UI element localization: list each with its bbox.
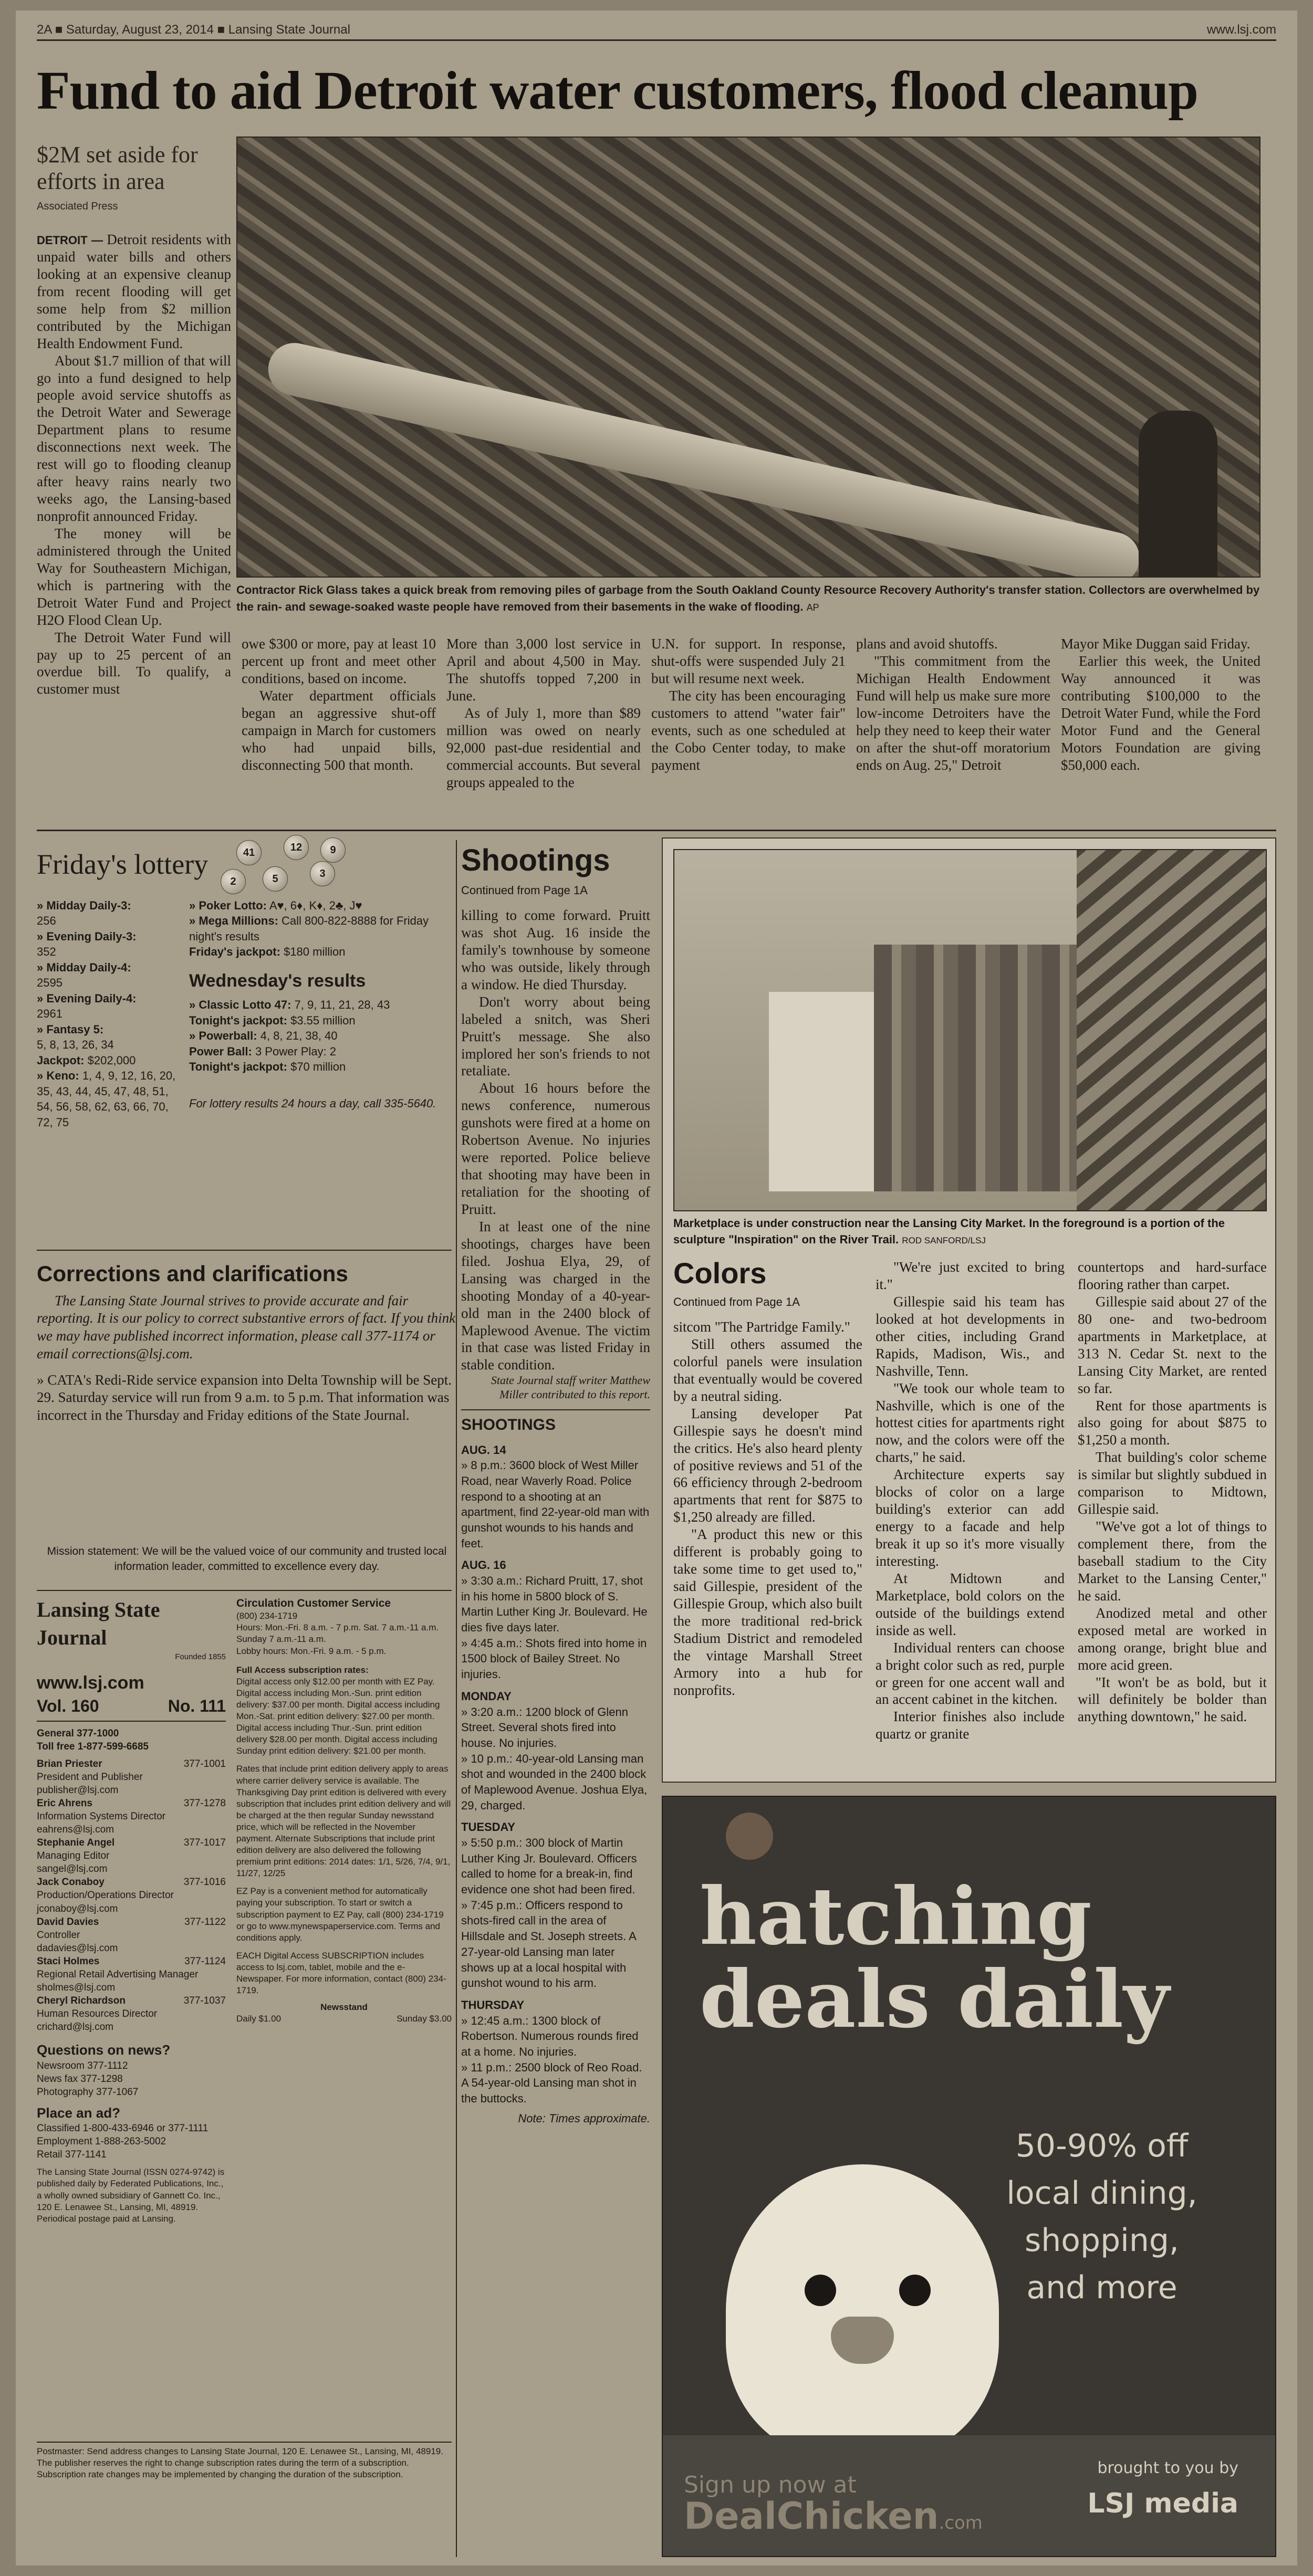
lead-paragraph: More than 3,000 lost service in April and about 4,500 in May. The shutoffs topped 7,200 in June. — [446, 636, 641, 704]
colors-paragraph: "We took our whole team to Nashville, which is one of the hottest cities for apartments right now, and the colors were off the charts," he said. — [876, 1380, 1065, 1465]
log-date: MONDAY — [461, 1689, 512, 1703]
shootings-paragraph: In at least one of the nine shootings, charges have been filed. Joshua Elya, 29, of Lansing was charged in the shooting Monday of a 40-year-old man in the 2400 block of Maplewood Avenue. The victim in that case was listed Friday in stable condition. — [461, 1218, 650, 1373]
chick-eye-icon — [805, 2275, 836, 2306]
lead-column-1 — [37, 231, 231, 698]
newsfax-phone: News fax 377-1298 — [37, 2073, 123, 2085]
lottery-entry: » Powerball: 4, 8, 21, 38, 40 — [189, 1029, 338, 1043]
lottery-entry: » Keno: 1, 4, 9, 12, 16, 20, 35, 43, 44, 45, 47, 48, 51, 54, 56, 58, 62, 63, 66, 70, 72, 75 — [37, 1069, 176, 1129]
questions-heading: Questions on news? — [37, 2042, 171, 2058]
photo-building-shape — [874, 945, 1095, 1191]
staff-entry: Cheryl Richardson 377-1037 Human Resources Director crichard@lsj.com — [37, 1995, 226, 2033]
corrections-item: » CATA's Redi-Ride service expansion into Delta Township will be Sept. 29. Saturday service will run from 9 a.m. to 5 p.m. That information was incorrect in the Thursday and Friday editions of the State Journal. — [37, 1371, 452, 1423]
colors-paragraph: Individual renters can choose a bright color such as red, purple or green for one accent wall and an accent cabinet in the kitchen. — [876, 1639, 1065, 1708]
lead-paragraph: The city has been encouraging customers to attend "water fair" events, such as one scheduled at the Cobo Center today, to make payment — [651, 687, 846, 773]
shootings-paragraph: Don't worry about being labeled a snitch, was Sheri Pruitt's message. She also implored her son's friends to not retaliate. — [461, 993, 650, 1079]
lead-column-2 — [242, 635, 436, 774]
lead-column-6 — [1061, 635, 1260, 774]
staff-entry: David Davies 377-1122 Controller dadavies@lsj.com — [37, 1916, 226, 1954]
daily-price: Daily $1.00 — [236, 2014, 282, 2024]
colors-story-box — [662, 837, 1276, 1783]
ad-promo-line: and more — [1026, 2269, 1177, 2306]
lottery-entry: Power Ball: 3 Power Play: 2 — [189, 1044, 337, 1058]
staff-directory — [37, 1757, 226, 2034]
ad-brand-link[interactable] — [684, 2495, 983, 2538]
colors-paragraph: Rent for those apartments is also going for about $875 to $1,250 a month. — [1078, 1397, 1267, 1448]
lottery-ball: 2 — [221, 869, 246, 894]
shootings-title: Shootings — [461, 843, 610, 877]
postmaster-note: Postmaster: Send address changes to Lansing State Journal, 120 E. Lenawee St., Lansing, MI, 48919. The publisher reserves the right to change subscription rates during the term of a subscription. Subscription rate changes may be implemented by changing the duration of the subscription. — [37, 2442, 452, 2480]
colors-paragraph: Architecture experts say blocks of color on a large building's exterior can add energy to a facade and help break it up so it's more visually interesting. — [876, 1467, 1065, 1569]
colors-paragraph: "We're just excited to bring it." — [876, 1259, 1065, 1292]
lead-caption-credit: AP — [806, 602, 819, 613]
staff-entry: Jack Conaboy 377-1016 Production/Operations Director jconaboy@lsj.com — [37, 1877, 226, 1914]
corrections-box — [37, 1260, 457, 1425]
ad-promo — [971, 2122, 1233, 2311]
masthead-url: www.lsj.com — [37, 1673, 144, 1693]
lead-column-5 — [856, 635, 1050, 774]
lottery-entry: » Evening Daily-3: 352 — [37, 929, 137, 959]
lottery-entry: » Fantasy 5: 5, 8, 13, 26, 34 — [37, 1022, 114, 1052]
photo-building-shape — [769, 992, 874, 1191]
rates-title: Full Access subscription rates: — [236, 1664, 369, 1675]
dealchicken-ad[interactable] — [662, 1796, 1276, 2557]
placead-heading: Place an ad? — [37, 2104, 120, 2121]
colors-paragraph: "We've got a lot of things to complement there, from the baseball stadium to the City Market to the Lansing Center," he said. — [1078, 1519, 1267, 1604]
lead-paragraph: About $1.7 million of that will go into a fund designed to help people avoid service shutoffs as the Detroit Water and Sewerage Department plans to resume disconnections next week. The rest will go to flooding cleanup after heavy rains nearly two weeks ago, the Lansing-based nonprofit announced Friday. — [37, 352, 231, 524]
lead-paragraph: Mayor Mike Duggan said Friday. — [1061, 636, 1251, 652]
colors-paragraph: At Midtown and Marketplace, bold colors on the outside of the buildings extend inside as well. — [876, 1570, 1065, 1638]
staff-entry: Eric Ahrens 377-1278 Information Systems Director eahrens@lsj.com — [37, 1797, 226, 1836]
section-divider — [37, 1590, 452, 1591]
lead-deck: $2M set aside for efforts in area — [37, 142, 198, 194]
ad-brought-by: brought to you by — [1097, 2459, 1238, 2477]
ad-headline — [700, 1870, 1170, 2046]
corrections-title: Corrections and clarifications — [37, 1261, 348, 1286]
log-entry: » 4:45 a.m.: Shots fired into home in 1500 block of Bailey Street. No injuries. — [461, 1636, 647, 1681]
shootings-paragraph: About 16 hours before the news conference, numerous gunshots were fired at a home on Robertson Avenue. No injuries were reported. Police believe that shooting may have been in retaliation for the shooting of Pruitt. — [461, 1080, 650, 1217]
sunday-price: Sunday $3.00 — [397, 2014, 452, 2024]
log-entry: » 3:30 a.m.: Richard Pruitt, 17, shot in his home in 5800 block of S. Martin Luther King Jr. Boulevard. He dies five days later. — [461, 1574, 648, 1635]
rates-text: Digital access only $12.00 per month with EZ Pay. Digital access including Mon.-Sun. print edition delivery: $37.00 per month. Digital access including Mon.-Sat. print edition delivery: $27.00 per month. Digital access including Thur.-Sun. print edition delivery $28.00 per month. Digital access including Sunday print edition delivery: $21.00 per month. — [236, 1676, 440, 1756]
lead-caption-text: Contractor Rick Glass takes a quick break from removing piles of garbage from the South Oakland County Resource Recovery Authority's transfer station. Collectors are overwhelmed by the rain- and sewage-soaked waste people have removed from their basements in the wake of flooding. — [236, 583, 1260, 613]
lottery-entry: » Midday Daily-3: 256 — [37, 899, 131, 928]
lead-paragraph: Detroit residents with unpaid water bills and others looking at an expensive cleanup from recent flooding will get some help from $2 million contributed by the Michigan Health Endowment Fund. — [37, 232, 231, 351]
lead-paragraph: owe $300 or more, pay at least 10 percent up front and meet other conditions, based on income. — [242, 636, 436, 686]
lottery-ball: 9 — [320, 837, 346, 863]
ad-promo-line: 50-90% off — [1015, 2128, 1189, 2164]
shootings-log-title: SHOOTINGS — [461, 1416, 556, 1434]
photo-pipe-shape — [263, 338, 1145, 578]
colors-paragraph: sitcom "The Partridge Family." — [673, 1319, 850, 1335]
lead-paragraph: The Detroit Water Fund will pay up to 25 percent of an overdue bill. To qualify, a customer must — [37, 629, 231, 697]
shootings-paragraph: killing to come forward. Pruitt was shot Aug. 16 inside the family's townhouse by someone who was outside, likely through a window. He died Thursday. — [461, 907, 650, 992]
tollfree-phone: Toll free 1-877-599-6685 — [37, 1741, 149, 1752]
staff-entry: Brian Priester 377-1001 President and Publisher publisher@lsj.com — [37, 1758, 226, 1796]
lottery-entry: Jackpot: $202,000 — [37, 1053, 136, 1067]
publication-legal: The Lansing State Journal (ISSN 0274-9742) is published daily by Federated Publications, Inc., a wholly owned subsidiary of Gannett Co. Inc., 120 E. Lenawee St., Lansing, MI, 48919. Periodical postage paid at Lansing. — [37, 2167, 225, 2224]
staff-entry: Stephanie Angel 377-1017 Managing Editor sangel@lsj.com — [37, 1837, 226, 1875]
photo-sculpture-shape — [1077, 850, 1266, 1211]
colors-paragraph: "A product this new or this different is probably going to take some time to get used to," said Gillespie, president of the Gillespie Group, which also built the more traditional red-brick Stadium District and remodeled the vintage Marshall Street Armory into a hub for nonprofits. — [673, 1526, 862, 1698]
lead-paragraph: Earlier this week, the United Way announced it was contributing $100,000 to the Detroit Water Fund, while the Ford Motor Fund and the General Motors Foundation are giving $50,000 each. — [1061, 653, 1260, 773]
log-entry: » 3:20 a.m.: 1200 block of Glenn Street. Several shots fired into house. No injuries. — [461, 1705, 628, 1750]
lottery-entry: » Evening Daily-4: 2961 — [37, 991, 137, 1021]
lead-paragraph: U.N. for support. In response, shut-offs were suspended July 21 but will resume next week. — [651, 636, 846, 686]
ad-headline-line: deals daily — [700, 1953, 1170, 2046]
log-date: THURSDAY — [461, 1998, 525, 2012]
lobby-hours: Lobby hours: Mon.-Fri. 9 a.m. - 5 p.m. — [236, 1646, 387, 1656]
ad-signup-text: Sign up now at — [684, 2472, 857, 2498]
newspaper-page — [16, 11, 1297, 2565]
folio-left: 2A ■ Saturday, August 23, 2014 ■ Lansing State Journal — [37, 22, 350, 37]
general-phone: General 377-1000 — [37, 1727, 119, 1739]
shootings-story — [461, 845, 650, 2557]
tomato-icon — [726, 1813, 773, 1860]
rates-note: Rates that include print edition delivery apply to areas where carrier delivery service is available. The Thanksgiving Day print edition is delivered with every subscription that includes print edition delivery and will be charged at the then regular Sunday newsstand price, which will be reflected in the November payment. Alternate Subscriptions that include print edition delivery are also delivered the following premium print editions: 2014 dates: 1/1, 5/26, 7/4, 9/1, 11/27, 12/25 — [236, 1764, 451, 1879]
lead-headline: Fund to aid Detroit water customers, flood cleanup — [37, 60, 1198, 121]
lottery-entry: » Mega Millions: Call 800-822-8888 for Friday night's results — [189, 914, 429, 943]
lottery-entry: Tonight's jackpot: $3.55 million — [189, 1013, 356, 1027]
lottery-note: For lottery results 24 hours a day, call 335-5640. — [189, 1096, 436, 1110]
lottery-ball: 5 — [263, 866, 288, 892]
colors-paragraph: Interior finishes also include quartz or granite — [876, 1709, 1065, 1742]
colors-paragraph: Lansing developer Pat Gillespie says he doesn't mind the critics. He's also heard plenty of positive reviews and 51 of the 66 efficiency through 2-bedroom apartments that rent for $875 to $1,250 already are filled. — [673, 1405, 862, 1525]
lead-column-4 — [651, 635, 846, 774]
lottery-entry: » Poker Lotto: A♥, 6♦, K♦, 2♣, J♥ — [189, 899, 362, 912]
lottery-ball: 12 — [284, 835, 309, 860]
log-entry: » 11 p.m.: 2500 block of Reo Road. A 54-year-old Lansing man shot in the buttocks. — [461, 2060, 642, 2106]
colors-paragraph: countertops and hard-surface flooring rather than carpet. — [1078, 1259, 1267, 1292]
newsroom-phone: Newsroom 377-1112 — [37, 2060, 128, 2071]
colors-column-2 — [876, 1259, 1065, 1743]
lead-photo-caption — [236, 582, 1266, 615]
volume-number: Vol. 160 — [37, 1697, 99, 1716]
lead-dateline: DETROIT — — [37, 234, 107, 247]
circulation-hours: Hours: Mon.-Fri. 8 a.m. - 7 p.m. Sat. 7 a.m.-11 a.m. Sunday 7 a.m.-11 a.m. — [236, 1622, 439, 1645]
colors-story — [673, 1256, 1267, 1773]
photo-person-shape — [1139, 411, 1217, 578]
lead-paragraph: As of July 1, more than $89 million was owed on nearly 92,000 past-due residential and commercial accounts. But several groups appealed to the — [446, 705, 641, 790]
lead-paragraph: The money will be administered through the United Way for Southeastern Michigan, which is partnering with the Detroit Water Fund and Project H2O Flood Clean Up. — [37, 525, 231, 628]
lottery-wednesday-title: Wednesday's results — [189, 970, 366, 991]
colors-paragraph: Anodized metal and other exposed metal are worked in among orange, bright blue and more acid green. — [1078, 1605, 1267, 1673]
log-note: Note: Times approximate. — [518, 2111, 650, 2125]
chick-eye-icon — [899, 2275, 931, 2306]
lottery-title: Friday's lottery — [37, 849, 209, 880]
newsstand-prices — [236, 2013, 452, 2025]
marketplace-photo — [673, 849, 1267, 1211]
ad-headline-line: hatching — [700, 1870, 1092, 1963]
log-entry: » 5:50 p.m.: 300 block of Martin Luther King Jr. Boulevard. Officers called to home for a break-in, find evidence one shot had been fired. — [461, 1836, 637, 1897]
colors-paragraph: Gillespie said his team has looked at hot developments in other cities, including Grand Rapids, Madison, Wis., and Nashville, Tenn. — [876, 1293, 1065, 1379]
masthead-founded: Founded 1855 — [175, 1652, 226, 1661]
shootings-log — [461, 1409, 650, 2126]
staff-right-column — [236, 1596, 452, 2025]
shootings-jump: Continued from Page 1A — [461, 884, 588, 897]
ad-brand-tld: .com — [939, 2512, 983, 2533]
lottery-ball: 41 — [236, 840, 262, 865]
mission-statement: Mission statement: We will be the valued voice of our community and trusted local information leader, committed to excellence every day. — [47, 1545, 447, 1573]
employment-phone: Employment 1-888-263-5002 — [37, 2136, 166, 2148]
lottery-ball: 3 — [310, 861, 335, 886]
ezpay-note: EZ Pay is a convenient method for automatically paying your subscription. To start or switch a subscription payment to EZ Pay, call (800) 234-1719 or go to www.mynewspaperservice.com. Terms and conditions apply. — [236, 1886, 444, 1943]
lead-paragraph: "This commitment from the Michigan Health Endowment Fund will help us make sure more low-income Detroiters have the help they need to keep their water on after the shut-off moratorium ends on Aug. 25," Detroit — [856, 653, 1050, 773]
log-date: TUESDAY — [461, 1820, 516, 1834]
log-entry: » 7:45 p.m.: Officers respond to shots-fired call in the area of Hillsdale and St. Joseph streets. A 27-year-old Lansing man later shows up at a local hospital with gunshot wound to his arm. — [461, 1898, 636, 1990]
digital-note: EACH Digital Access SUBSCRIPTION includes access to lsj.com, tablet, mobile and the e-Newspaper. For more information, contact (800) 234-1719. — [236, 1950, 446, 1996]
log-date: AUG. 14 — [461, 1443, 506, 1457]
log-entry: » 8 p.m.: 3600 block of West Miller Road, near Waverly Road. Police respond to a shooting at an apartment, find 22-year-old man with gunshot wounds to his hands and feet. — [461, 1459, 650, 1550]
lead-photo — [236, 137, 1260, 578]
lottery-entry: Tonight's jackpot: $70 million — [189, 1060, 346, 1074]
colors-column-1 — [673, 1256, 862, 1699]
circulation-title: Circulation Customer Service — [236, 1597, 391, 1609]
section-divider — [37, 1250, 452, 1251]
marketplace-caption-credit: ROD SANFORD/LSJ — [902, 1235, 986, 1245]
lead-byline: Associated Press — [37, 201, 118, 212]
shootings-credit: State Journal staff writer Matthew Miller contributed to this report. — [491, 1374, 650, 1401]
retail-phone: Retail 377-1141 — [37, 2149, 107, 2161]
staff-left-column — [37, 1596, 226, 2225]
lottery-right-list — [189, 898, 441, 1111]
log-entry: » 12:45 a.m.: 1300 block of Robertson. Numerous rounds fired at a home. No injuries. — [461, 2014, 639, 2058]
column-rule — [456, 840, 457, 2557]
colors-title: Colors — [673, 1256, 767, 1290]
folio-url: www.lsj.com — [1206, 22, 1276, 37]
classified-phone: Classified 1-800-433-6946 or 377-1111 — [37, 2123, 209, 2134]
circulation-phone: (800) 234-1719 — [236, 1611, 298, 1621]
lead-paragraph: plans and avoid shutoffs. — [856, 636, 998, 652]
chick-mascot-icon — [726, 2164, 999, 2458]
ad-promo-line: shopping, — [1024, 2222, 1180, 2259]
colors-paragraph: Gillespie said about 27 of the 80 one- and two-bedroom apartments in Marketplace, at 313 N. Cedar St. next to the Lansing City Market, are rented so far. — [1078, 1293, 1267, 1396]
marketplace-caption — [673, 1216, 1267, 1248]
colors-body-1 — [673, 1318, 862, 1699]
shootings-body — [461, 907, 650, 1402]
colors-paragraph: Still others assumed the colorful panels were insulation that eventually would be covered by a neutral siding. — [673, 1336, 862, 1404]
lead-paragraph: Water department officials began an aggressive shut-off campaign in March for customers who had unpaid bills, disconnecting 500 that month. — [242, 687, 436, 773]
section-divider — [37, 830, 1276, 831]
folio-bar — [37, 20, 1276, 41]
newsstand-title: Newsstand — [320, 2002, 368, 2013]
lead-column-3 — [446, 635, 641, 791]
colors-paragraph: "It won't be as bold, but it will definitely be bolder than anything downtown," he said. — [1078, 1674, 1267, 1725]
log-entry: » 10 p.m.: 40-year-old Lansing man shot and wounded in the 2400 block of Maplewood Avenue. Joshua Elya, 29, charged. — [461, 1752, 648, 1812]
colors-jump: Continued from Page 1A — [673, 1295, 800, 1308]
lottery-entry: » Midday Daily-4: 2595 — [37, 960, 131, 990]
colors-column-3 — [1078, 1259, 1267, 1725]
lsj-media-logo: LSJ media — [1087, 2488, 1238, 2519]
volume-line — [37, 1695, 226, 1721]
ad-brand: DealChicken — [684, 2495, 939, 2538]
log-date: AUG. 16 — [461, 1558, 506, 1572]
colors-paragraph: That building's color scheme is similar but slightly subdued in comparison to Midtown, Gillespie said. — [1078, 1449, 1267, 1517]
lottery-entry: » Classic Lotto 47: 7, 9, 11, 21, 28, 43 — [189, 998, 390, 1012]
lottery-box — [37, 841, 457, 1244]
lottery-left-list — [37, 898, 179, 1130]
chick-beak-icon — [831, 2317, 894, 2364]
staff-box — [37, 1596, 457, 2557]
marketplace-caption-text: Marketplace is under construction near the Lansing City Market. In the foreground is a portion of the sculpture "Inspiration" on the River Trail. — [673, 1217, 1225, 1246]
issue-number: No. 111 — [168, 1697, 226, 1716]
staff-entry: Staci Holmes 377-1124 Regional Retail Advertising Manager sholmes@lsj.com — [37, 1955, 226, 1993]
lottery-entry: Friday's jackpot: $180 million — [189, 945, 346, 959]
ad-promo-line: local dining, — [1006, 2175, 1197, 2212]
masthead-logo: Lansing State Journal — [37, 1598, 160, 1649]
corrections-intro: The Lansing State Journal strives to provide accurate and fair reporting. It is our policy to correct substantive errors of fact. If you think we may have published incorrect information, please call 377-1174 or email corrections@lsj.com. — [37, 1292, 456, 1362]
photography-phone: Photography 377-1067 — [37, 2086, 139, 2098]
